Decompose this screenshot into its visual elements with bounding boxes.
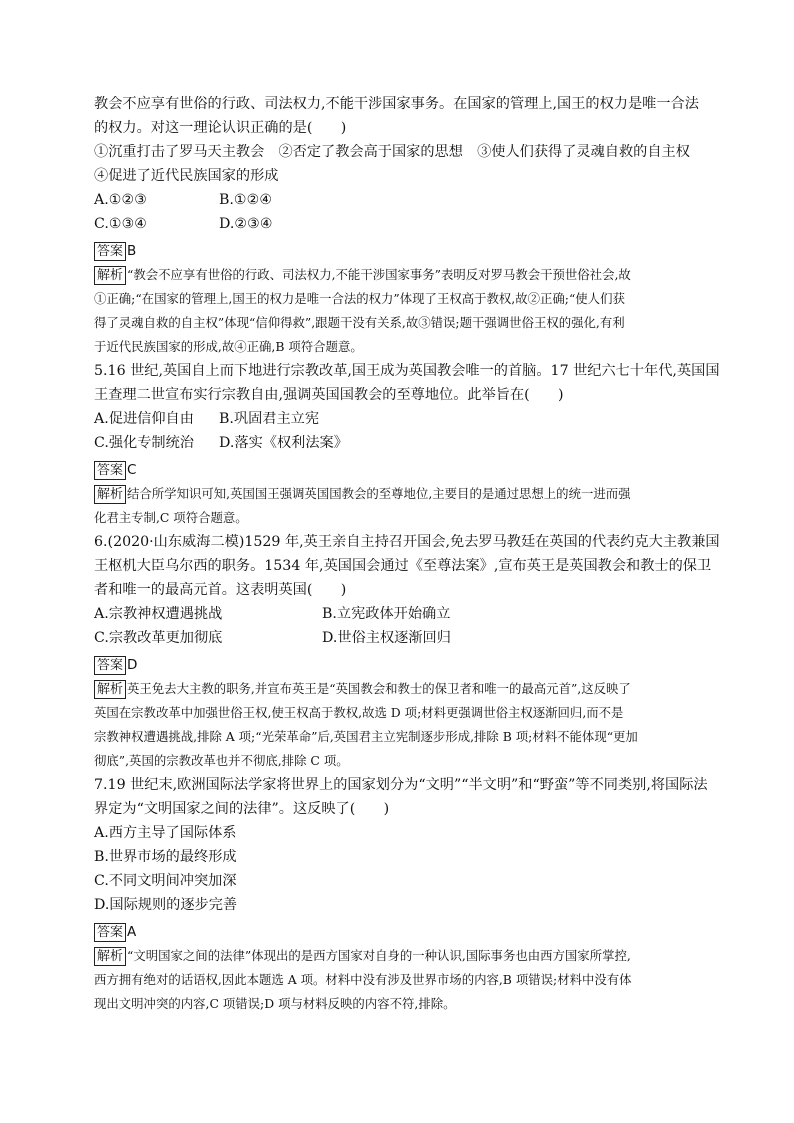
q7-explain-line-1 [94,944,706,968]
question-5 [94,359,720,530]
q5-option-b: B.巩固君主立宪 [219,411,320,427]
q7-explain-line-3: 现出文明冲突的内容,C 项错误;D 项与材料反映的内容不符,排除。 [94,996,456,1011]
explain-tag: 解析 [94,266,126,285]
q5-option-a: A.促进信仰自由 [94,411,194,427]
q7-option-c: C.不同文明间冲突加深 [94,873,237,889]
q4-option-c: C.①③④ [94,216,148,232]
q4-option-d: D.②③④ [219,216,273,232]
q4-option-b: B.①②④ [219,192,273,208]
q6-options-row-1 [94,602,706,626]
q7-stem-line-1: 7.19 世纪末,欧洲国际法学家将世界上的国家划分为“文明”“半文明”和“野蛮”等不同类别,将国际法 [94,777,708,793]
q4-options-row-1 [94,188,706,212]
answer-tag: 答案 [94,923,126,942]
q7-option-b: B.世界市场的最终形成 [94,849,237,865]
q7-option-a: A.西方主导了国际体系 [94,825,237,841]
q7-explain-line-2: 西方拥有绝对的话语权,因此本题选 A 项。材料中没有涉及世界市场的内容,B 项错误;材料中没有体 [94,972,632,987]
q4-answer-value: B [127,243,137,259]
q4-items-line-1: ①沉重打击了罗马天主教会 ②否定了教会高于国家的思想 ③使人们获得了灵魂自救的自主权 [94,144,690,160]
explain-tag: 解析 [94,680,126,699]
q5-stem-line-2: 王查理二世宣布实行宗教自由,强调英国国教会的至尊地位。此举旨在( ) [94,387,564,403]
q5-explain-text-1: 结合所学知识可知,英国国王强调英国国教会的至尊地位,主要目的是通过思想上的统一进而强 [127,486,631,501]
q7-stem-line-2: 界定为“文明国家之间的法律”。这反映了( ) [94,801,390,817]
q4-explain-line-1 [94,263,706,287]
q4-explain-line-3: 得了灵魂自救的自主权”体现“信仰得救”,跟题干没有关系,故③错误;题干强调世俗王权的强化,有利 [94,315,625,330]
q5-answer [94,458,706,482]
q4-explain-line-4: 于近代民族国家的形成,故④正确,B 项符合题意。 [94,339,363,354]
q6-options-row-2 [94,626,706,650]
q6-stem-line-3: 者和唯一的最高元首。这表明英国( ) [94,582,347,598]
q5-explain-line-2: 化君主专制,C 项符合题意。 [94,510,248,525]
q4-items-line-2: ④促进了近代民族国家的形成 [94,168,279,184]
q6-stem-line-2: 王枢机大臣乌尔西的职务。1534 年,英国国会通过《至尊法案》,宣布英王是英国教会和教士的保卫 [94,558,712,574]
q6-option-d: D.世俗主权逐渐回归 [322,630,451,646]
q7-option-d: D.国际规则的逐步完善 [94,897,238,913]
question-7 [94,773,706,1016]
q6-option-c: C.宗教改革更加彻底 [94,630,223,646]
question-6 [94,530,720,773]
q6-answer-value: D [127,657,138,673]
q5-option-c: C.强化专制统治 [94,435,194,451]
answer-tag: 答案 [94,242,126,261]
q6-explain-text-1: 英王免去大主教的职务,并宣布英王是“英国教会和教士的保卫者和唯一的最高元首”,这反映了 [127,681,631,696]
q7-explain-text-1: “文明国家之间的法律”体现出的是西方国家对自身的一种认识,国际事务也由西方国家所掌控, [127,948,631,963]
q5-stem-line-1: 5.16 世纪,英国自上而下地进行宗教改革,国王成为英国教会唯一的首脑。17 世纪六七十年代,英国国 [94,363,720,379]
q4-options-row-2 [94,212,706,236]
explain-tag: 解析 [94,947,126,966]
q4-stem-line-1: 教会不应享有世俗的行政、司法权力,不能干涉国家事务。在国家的管理上,国王的权力是唯一合法 [94,96,699,112]
q6-explain-line-2: 英国在宗教改革中加强世俗王权,使王权高于教权,故选 D 项;材料更强调世俗主权逐渐回归,而不是 [94,705,624,720]
q6-option-a: A.宗教神权遭遇挑战 [94,606,223,622]
q4-stem-line-2: 的权力。对这一理论认识正确的是( ) [94,120,347,136]
q7-answer [94,920,706,944]
q4-explain-text-1: “教会不应享有世俗的行政、司法权力,不能干涉国家事务”表明反对罗马教会干预世俗社会,故 [127,267,631,282]
q4-option-a: A.①②③ [94,192,147,208]
q6-explain-line-1 [94,677,706,701]
q4-answer [94,239,706,263]
answer-tag: 答案 [94,656,126,675]
q5-option-d: D.落实《权利法案》 [219,435,348,451]
q5-explain-line-1 [94,482,706,506]
answer-tag: 答案 [94,461,126,480]
q7-answer-value: A [127,924,137,940]
q6-option-b: B.立宪政体开始确立 [322,606,451,622]
q5-options-row-1 [94,407,706,431]
content [94,92,720,1016]
q5-answer-value: C [127,462,137,478]
q6-stem-line-1: 6.(2020·山东威海二模)1529 年,英王亲自主持召开国会,免去罗马教廷在英国的代表约克大主教兼国 [94,534,720,550]
q6-answer [94,653,706,677]
q5-options-row-2 [94,431,706,455]
q4-explain-line-2: ①正确;“在国家的管理上,国王的权力是唯一合法的权力”体现了王权高于教权,故②正确;“使人们获 [94,291,625,306]
explain-tag: 解析 [94,485,126,504]
question-4 [94,92,706,359]
q6-explain-line-4: 彻底”,英国的宗教改革也并不彻底,排除 C 项。 [94,753,349,768]
q6-explain-line-3: 宗教神权遭遇挑战,排除 A 项;“光荣革命”后,英国君主立宪制逐步形成,排除 B 项;材料不能体现“更加 [94,729,638,744]
